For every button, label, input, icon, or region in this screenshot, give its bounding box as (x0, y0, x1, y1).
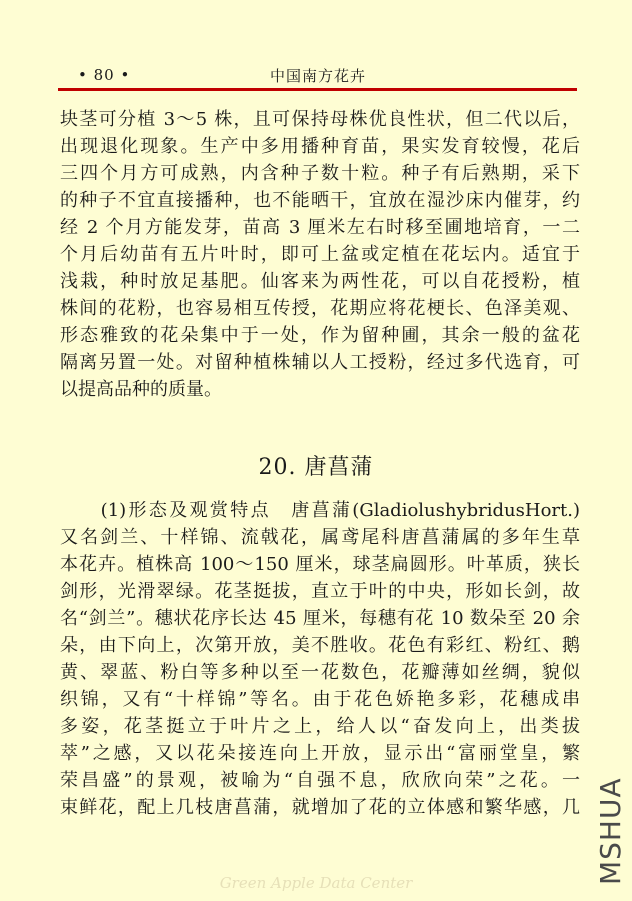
text-line: 块茎可分植 3～5 株，且可保持母株优良性状，但二代以后， (60, 109, 580, 130)
header-rule (58, 88, 577, 91)
text-line: 多姿，花茎挺立于叶片之上，给人以“奋发向上，出类拔 (60, 716, 580, 737)
text-line: 织锦，又有“十样锦”等名。由于花色娇艳多彩，花穗成串 (60, 689, 580, 710)
bottom-watermark: Green Apple Data Center (219, 874, 413, 892)
text-line: 株间的花粉，也容易相互传授，花期应将花梗长、色泽美观、 (60, 298, 580, 319)
text-line: 本花卉。植株高 100～150 厘米，球茎扁圆形。叶革质，狭长 (60, 554, 580, 575)
text-line: 以提高品种的质量。 (60, 379, 222, 400)
text-line: 浅栽，种时放足基肥。仙客来为两性花，可以自花授粉，植 (60, 271, 580, 292)
text-line: 隔离另置一处。对留种植株辅以人工授粉，经过多代选育，可 (60, 352, 580, 373)
text-line: 萃”之感，又以花朵接连向上开放，显示出“富丽堂皇，繁 (60, 743, 580, 764)
text-line: 三四个月方可成熟，内含种子数十粒。种子有后熟期，采下 (60, 163, 580, 184)
side-watermark (592, 777, 632, 885)
text-line: 剑形，光滑翠绿。花茎挺拔，直立于叶的中央，形如长剑，故 (60, 581, 580, 602)
text-line: 又名剑兰、十样锦、流戟花，属鸢尾科唐菖蒲属的多年生草 (60, 527, 580, 548)
text-line: 形态雅致的花朵集中于一处，作为留种圃，其余一般的盆花 (60, 325, 580, 346)
text-line: 出现退化现象。生产中多用播种育苗，果实发育较慢，花后 (60, 136, 580, 157)
text-line: 名“剑兰”。穗状花序长达 45 厘米，每穗有花 10 数朵至 20 余 (60, 608, 580, 629)
page-header (58, 64, 577, 88)
text-line: 束鲜花，配上几枝唐菖蒲，就增加了花的立体感和繁华感，几 (60, 797, 580, 818)
text-line: 黄、翠蓝、粉白等多种以至一花数色，花瓣薄如丝绸，貌似 (60, 662, 580, 683)
section-title: 20. 唐菖蒲 (258, 455, 374, 480)
page-number: • 80 • (78, 66, 131, 84)
text-line: 个月后幼苗有五片叶时，即可上盆或定植在花坛内。适宜于 (60, 244, 580, 265)
text-line: 朵，由下向上，次第开放，美不胜收。花色有彩红、粉红、鹅 (60, 635, 580, 656)
text-line: 的种子不宜直接播种，也不能晒干，宜放在湿沙床内催芽，约 (60, 190, 580, 211)
text-line: 荣昌盛”的景观，被喻为“自强不息，欣欣向荣”之花。一 (60, 770, 580, 791)
text-line: 经 2 个月方能发芽，苗高 3 厘米左右时移至圃地培育，一二 (60, 217, 580, 238)
side-watermark-text: MSHUA (594, 777, 627, 885)
text-line: (1)形态及观赏特点 唐菖蒲(GladiolushybridusHort.) (60, 500, 580, 521)
paragraph-2 (60, 497, 580, 821)
paragraph-1 (60, 106, 580, 403)
running-title: 中国南方花卉 (270, 67, 367, 85)
